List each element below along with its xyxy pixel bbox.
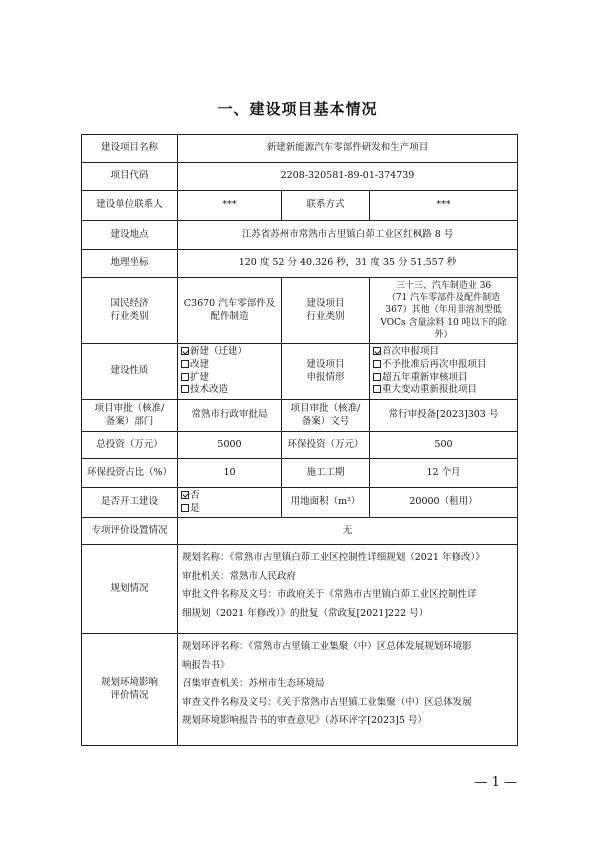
project-info-table <box>81 134 518 746</box>
label-env-investment: 环保投资（万元） <box>282 432 370 459</box>
label-contact: 建设单位联系人 <box>82 191 178 221</box>
label-declare: 建设项目 申报情形 <box>282 344 370 400</box>
declare-option-first[interactable]: 首次申报项目 <box>373 346 514 359</box>
label-period: 施工工期 <box>282 459 370 488</box>
value-plan-env: 规划环评名称：《常熟市古里镇工业集聚（中）区总体发展规划环境影 响报告书》 召集审查机关：苏州市生态环境局 审查文件名称及文号：《关于常熟市古里镇工业集聚（中）区总体发展 规划环境影响报告书的审查意见》（苏环评字[2023]5 号） <box>178 634 518 746</box>
checkbox-icon <box>181 360 189 368</box>
checkbox-checked-icon <box>181 491 189 499</box>
label-location: 建设地点 <box>82 221 178 250</box>
value-location: 江苏省苏州市常熟市古里镇白茆工业区红枫路 8 号 <box>178 221 518 250</box>
nature-option-new[interactable]: 新建（迁建） <box>181 346 278 359</box>
started-options <box>178 488 282 518</box>
value-project-industry: 三十三、汽车制造业 36 （71 汽车零部件及配件制造 367）其他（年用非溶剂型低 VOCs 含量涂料 10 吨以下的除 外） <box>370 278 518 344</box>
started-option-yes[interactable]: 是 <box>181 503 278 516</box>
row-location <box>82 221 518 250</box>
value-contact-method: *** <box>370 191 518 221</box>
checkbox-icon <box>373 385 381 393</box>
row-coords <box>82 250 518 278</box>
row-industry <box>82 278 518 344</box>
label-area: 用地面积（m²） <box>282 488 370 518</box>
label-project-industry: 建设项目 行业类别 <box>282 278 370 344</box>
label-special: 专项评价设置情况 <box>82 518 178 545</box>
declare-option-five-years[interactable]: 超五年重新审核项目 <box>373 372 514 385</box>
value-approval-dept: 常熟市行政审批局 <box>178 400 282 432</box>
value-period: 12 个月 <box>370 459 518 488</box>
checkbox-checked-icon <box>181 347 189 355</box>
value-plan: 规划名称：《常熟市古里镇白茆工业区控制性详细规划（2021 年修改）》 审批机关：常熟市人民政府 审批文件名称及文号：市政府关于《常熟市古里镇白茆工业区控制性详 细规划（2021 年修改）》的批复（常政复[2021]222 号） <box>178 545 518 634</box>
nature-option-tech[interactable]: 技术改造 <box>181 384 278 397</box>
nature-option-expand[interactable]: 扩建 <box>181 372 278 385</box>
value-investment: 5000 <box>178 432 282 459</box>
value-area: 20000（租用） <box>370 488 518 518</box>
label-approval-dept: 项目审批（核准/ 备案）部门 <box>82 400 178 432</box>
row-started <box>82 488 518 518</box>
declare-options <box>370 344 518 400</box>
label-plan-env: 规划环境影响 评价情况 <box>82 634 178 746</box>
label-investment: 总投资（万元） <box>82 432 178 459</box>
value-ratio: 10 <box>178 459 282 488</box>
row-project-code <box>82 163 518 191</box>
row-plan-env <box>82 634 518 746</box>
row-ratio <box>82 459 518 488</box>
value-coords: 120 度 52 分 40.326 秒，31 度 35 分 51.557 秒 <box>178 250 518 278</box>
page-number: — 1 — <box>474 775 517 790</box>
nature-options <box>178 344 282 400</box>
checkbox-checked-icon <box>373 347 381 355</box>
declare-option-major-change[interactable]: 重大变动重新报批项目 <box>373 384 514 397</box>
label-ratio: 环保投资占比（%） <box>82 459 178 488</box>
declare-option-resubmit[interactable]: 不予批准后再次申报项目 <box>373 359 514 372</box>
checkbox-icon <box>373 360 381 368</box>
label-industry: 国民经济 行业类别 <box>82 278 178 344</box>
label-plan: 规划情况 <box>82 545 178 634</box>
nature-option-rebuild[interactable]: 改建 <box>181 359 278 372</box>
row-plan <box>82 545 518 634</box>
label-started: 是否开工建设 <box>82 488 178 518</box>
label-nature: 建设性质 <box>82 344 178 400</box>
row-investment <box>82 432 518 459</box>
checkbox-icon <box>373 373 381 381</box>
value-contact: *** <box>178 191 282 221</box>
checkbox-icon <box>181 504 189 512</box>
row-approval <box>82 400 518 432</box>
value-industry: C3670 汽车零部件及 配件制造 <box>178 278 282 344</box>
label-project-code: 项目代码 <box>82 163 178 191</box>
value-approval-doc: 常行审投备[2023]303 号 <box>370 400 518 432</box>
checkbox-icon <box>181 385 189 393</box>
label-contact-method: 联系方式 <box>282 191 370 221</box>
row-project-name <box>82 135 518 163</box>
label-approval-doc: 项目审批（核准/ 备案）文号 <box>282 400 370 432</box>
value-project-code: 2208-320581-89-01-374739 <box>178 163 518 191</box>
section-title: 一、建设项目基本情况 <box>217 100 378 118</box>
row-nature <box>82 344 518 400</box>
checkbox-icon <box>181 373 189 381</box>
row-contact <box>82 191 518 221</box>
started-option-no[interactable]: 否 <box>181 490 278 503</box>
label-coords: 地理坐标 <box>82 250 178 278</box>
value-special: 无 <box>178 518 518 545</box>
label-project-name: 建设项目名称 <box>82 135 178 163</box>
value-env-investment: 500 <box>370 432 518 459</box>
value-project-name: 新建新能源汽车零部件研发和生产项目 <box>178 135 518 163</box>
row-special <box>82 518 518 545</box>
